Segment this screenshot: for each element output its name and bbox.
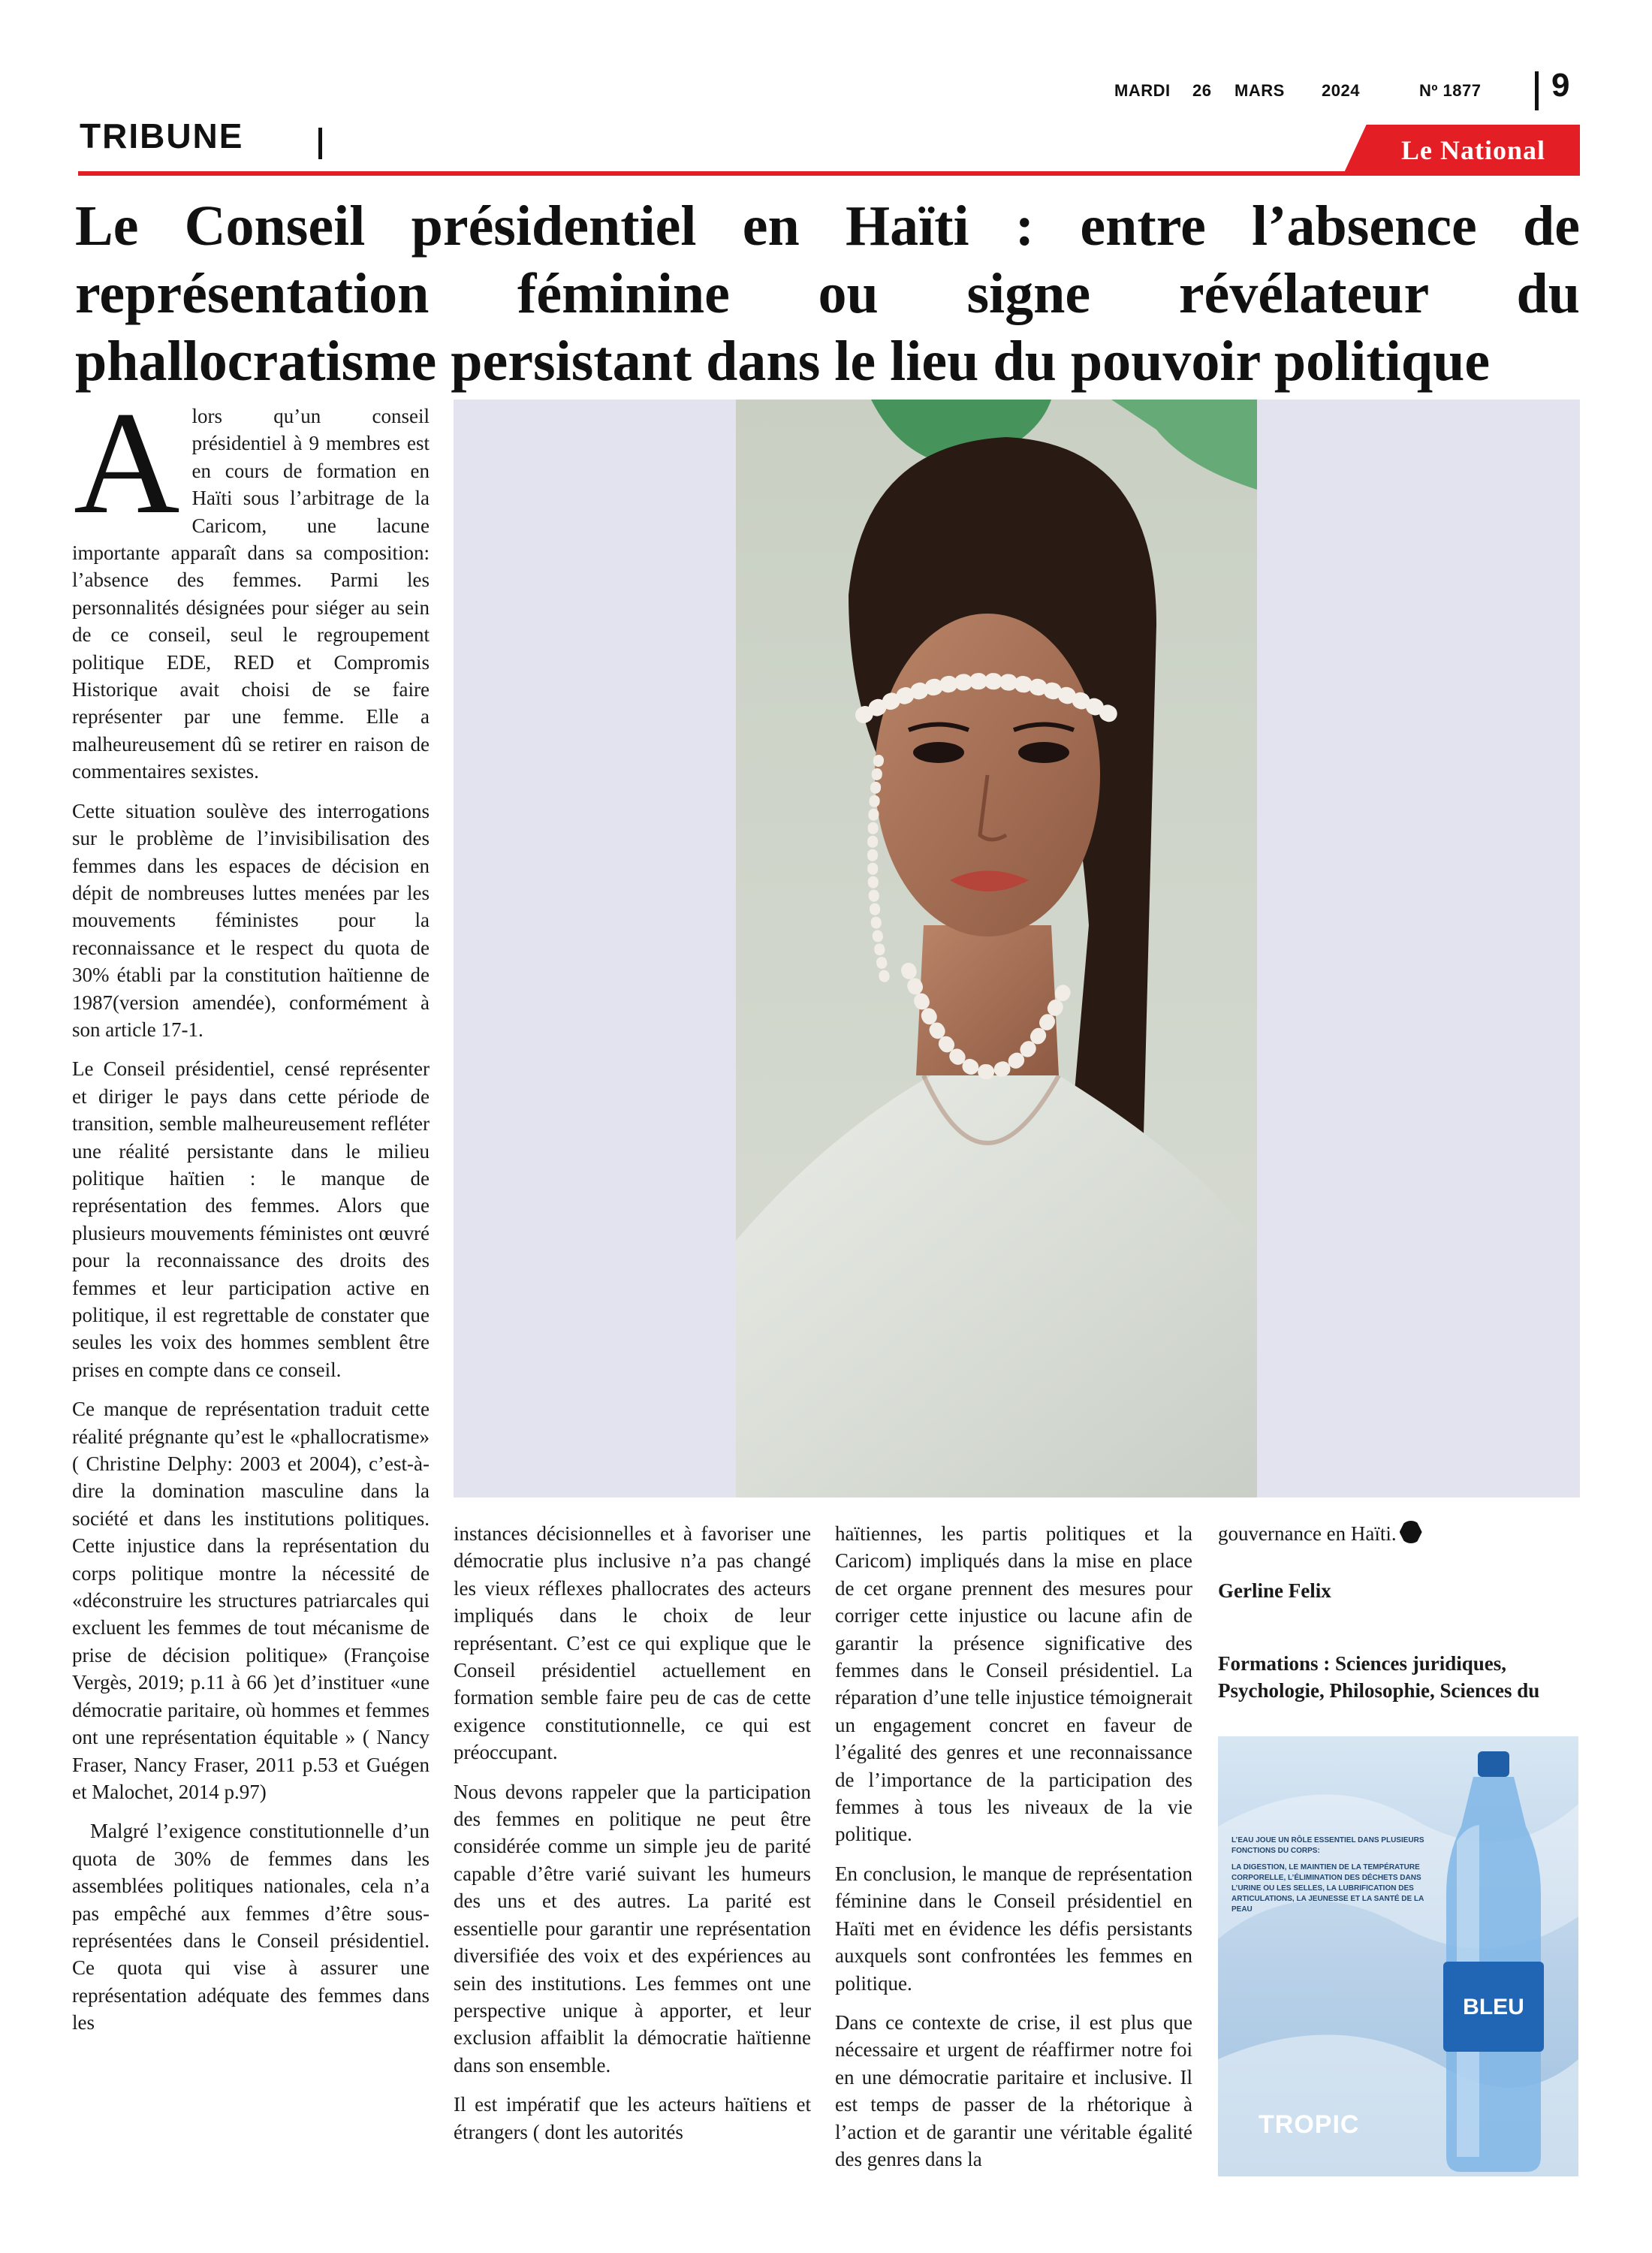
paragraph: haïtiennes, les partis politiques et la Caricom) impliqués dans la mise en place de cet organe prennent des mesures pour corriger cette injustice ou lacune afin de garantir la présence significative des femmes dans le Conseil présidentiel. La réparation d’une telle injustice témoignerait un engagement concret en faveur de l’égalité des genres et une reconnaissance de l’importance de la participation des femmes à tous les niveaux de la vie politique. [835,1522,1192,1846]
issue-number: Nº 1877 [1419,81,1482,100]
page-number-divider [1535,71,1539,110]
paragraph: Ce manque de représentation traduit cette réalité prégnante qu’est le «phallocratisme» ( Christine Delphy: 2003 et 2004), c’est-à-dire la domination masculine dans la société et dans les institutions politiques. Cette injustice dans la représentation du corps politique montre la nécessité de «déconstruire les structures patriarcales qui excluent les femmes de tout mécanisme de prise de décision politique» (Françoise Vergès, 2019; p.11 à 66 )et d’instituer «une démocratie paritaire, où hommes et femmes ont une représentation équitable » ( Nancy Fraser, Nancy Fraser, 2011 p.53 et Guégen et Malochet, 2014 p.97) [72,1398,430,1803]
paragraph: Malgré l’exigence constitutionnelle d’un quota de 30% de femmes dans les assemblées politiques nationales, cela n’a pas empêché aux femmes d’être sous-représentées dans le Conseil présidentiel. Ce quota qui vise à assurer une représentation adéquate des femmes dans les [72,1820,430,2034]
ad-copy-line: L’EAU JOUE UN RÔLE ESSENTIEL DANS PLUSIEURS FONCTIONS DU CORPS: [1231,1836,1424,1855]
paragraph: Dans ce contexte de crise, il est plus que nécessaire et urgent de réaffirmer notre foi en une démocratie paritaire et inclusive. Il est temps de passer de la rhétorique à l’action et de garantir une véritable égalité des genres dans la [835,2010,1192,2170]
article-column-2 [454,1520,811,2158]
paragraph: Le Conseil présidentiel, censé représenter et diriger le pays dans cette période de transition, semble malheureusement refléter une réalité persistante dans le milieu politique haïtien : le manque de représentation des femmes. Alors que plusieurs mouvements féministes ont œuvré pour la reconnaissance des droits des femmes et leur participation active en politique, il est regrettable de constater que seules les voix des hommes semblent être prises en compte dans ce conseil. [72,1057,430,1381]
paragraph: Il est impératif que les acteurs haïtiens et étrangers ( dont les autorités [454,2093,811,2143]
closing-text: gouvernance en Haïti. [1218,1522,1397,1545]
paragraph: En conclusion, le manque de représentation féminine dans le Conseil présidentiel en Haïti met en évidence les défis persistants auxquels sont confrontées les femmes en politique. [835,1862,1192,1995]
section-divider [318,128,322,159]
paragraph: Nous devons rappeler que la participation des femmes en politique ne peut être considérée comme un simple jeu de parité capable d’être varié suivant les humeurs des uns et des autres. La parité est essentielle pour garantir une représentation diversifiée des voix et des expériences au sein des institutions. Les femmes ont une perspective unique à apporter, et leur exclusion affaiblit la démocratie haïtienne dans son ensemble. [454,1780,811,2077]
author-credentials: Formations : Sciences juridiques, Psychologie, Philosophie, Sciences du [1218,1651,1540,1703]
ad-copy [1231,1835,1442,1915]
article-column-1 [72,382,430,2049]
paragraph [72,382,430,786]
article-column-3 [835,1520,1192,2185]
headline: Le Conseil présidentiel en Haïti : entre l’absence de représentation féminine ou signe révélateur du phallocratisme persistant dans le lieu du pouvoir politique [75,195,1580,393]
end-mark-icon [1400,1521,1422,1543]
ad-bottle-label: BLEU [1463,1995,1524,2019]
author-name: Gerline Felix [1218,1579,1331,1603]
article-column-4 [1218,1520,1581,1717]
paragraph [1218,1520,1581,1547]
weekday: MARDI [1114,81,1171,100]
day: 26 [1192,81,1212,100]
paragraph-text: lors qu’un conseil présidentiel à 9 membres est en cours de formation en Haïti sous l’arbitrage de la Caricom, une lacune importante apparaît dans sa composition: l’absence des femmes. Parmi les personnalités désignées pour siéger au sein de ce conseil, seul le regroupement politique EDE, RED et Compromis Historique avait choisi de se faire représenter par une femme. Elle a malheureusement dû se retirer en raison de commentaires sexistes. [72,405,430,783]
paragraph: Cette situation soulève des interrogations sur le problème de l’invisibilisation des femmes dans les espaces de décision en dépit de nombreuses luttes menées par les mouvements féministes pour la reconnaissance et le respect du quota de 30% établi par la constitution haïtienne de 1987(version amendée), conformément à son article 17-1. [72,799,430,1041]
ad-copy-line: LA DIGESTION, LE MAINTIEN DE LA TEMPÉRATURE CORPORELLE, L’ÉLIMINATION DES DÉCHETS DANS L’URINE OU LES SELLES, LA LUBRIFICATION DES ARTICULATIONS, LA JEUNESSE ET LA SANTÉ DE LA PEAU [1231,1863,1424,1914]
ad-brand-logo: TROPIC [1259,2110,1360,2139]
month: MARS [1234,81,1285,100]
section-label: TRIBUNE [80,116,244,155]
portrait-image [736,400,1257,1497]
portrait-illustration [736,400,1257,1497]
year: 2024 [1322,81,1360,100]
page-number: 9 [1551,67,1570,104]
paper-name: Le National [1400,135,1545,165]
paragraph: instances décisionnelles et à favoriser une démocratie plus inclusive n’a pas changé les vieux réflexes phallocrates des acteurs impliqués dans le choix de leur représentant. C’est ce qui explique que le Conseil présidentiel actuellement en formation semble faire peu de cas de cette exigence constitutionnelle, ce qui est préoccupant. [454,1522,811,1764]
drop-cap: A [74,382,180,544]
